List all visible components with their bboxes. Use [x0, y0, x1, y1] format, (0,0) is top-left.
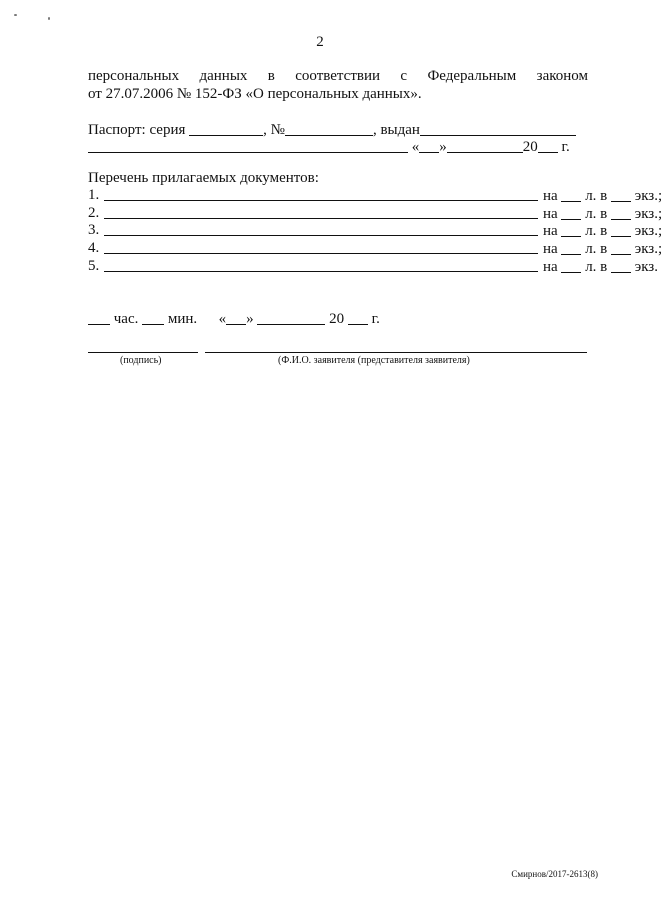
document-row — [88, 240, 662, 258]
document-row — [88, 205, 662, 223]
copies-label: экз.; — [634, 241, 662, 257]
month-field[interactable] — [257, 310, 325, 325]
row-number: 1. — [88, 187, 100, 203]
passport-number-label: , № — [263, 122, 285, 138]
document-name-field[interactable] — [104, 218, 538, 219]
on-label: на — [543, 223, 558, 239]
row-number: 3. — [88, 222, 100, 238]
document-name-field[interactable] — [104, 200, 538, 201]
row-tail — [543, 222, 662, 240]
row-tail — [543, 240, 662, 258]
sheets-label: л. в — [585, 223, 608, 239]
year-field[interactable] — [348, 310, 368, 325]
row-number: 5. — [88, 258, 100, 274]
passport-label: Паспорт: серия — [88, 122, 186, 138]
hours-label: час. — [113, 311, 139, 327]
word: данных — [199, 68, 248, 84]
sheets-label: л. в — [585, 188, 608, 204]
copies-field[interactable] — [611, 258, 631, 273]
word: персональных — [88, 68, 180, 84]
applicant-name-caption: (Ф.И.О. заявителя (представителя заявителя) — [278, 355, 470, 366]
paragraph-line-2: от 27.07.2006 № 152-ФЗ «О персональных данных». — [88, 86, 422, 102]
passport-line — [88, 121, 588, 139]
documents-heading: Перечень прилагаемых документов: — [88, 170, 319, 186]
passport-month-field[interactable] — [447, 138, 523, 153]
copies-field[interactable] — [611, 222, 631, 237]
passport-issued-label: , выдан — [372, 122, 420, 138]
passport-day-field[interactable] — [419, 138, 439, 153]
minutes-field[interactable] — [142, 310, 164, 325]
passport-year-field[interactable] — [538, 138, 558, 153]
quote-open: « — [411, 139, 420, 155]
scan-speck — [14, 14, 17, 16]
passport-line-2 — [88, 138, 588, 156]
year-suffix: г. — [371, 311, 380, 327]
on-label: на — [543, 188, 558, 204]
sheets-field[interactable] — [561, 222, 581, 237]
sheets-field[interactable] — [561, 240, 581, 255]
passport-number-field[interactable] — [285, 121, 373, 136]
on-label: на — [543, 241, 558, 257]
sheets-field[interactable] — [561, 187, 581, 202]
document-row — [88, 258, 658, 276]
minutes-label: мин. — [167, 311, 198, 327]
word: Федеральным — [427, 68, 517, 84]
datetime-line — [88, 310, 588, 328]
sheets-label: л. в — [585, 259, 608, 275]
passport-series-field[interactable] — [189, 121, 263, 136]
copies-field[interactable] — [611, 205, 631, 220]
document-name-field[interactable] — [104, 271, 538, 272]
document-row — [88, 222, 662, 240]
year-prefix: 20 — [329, 311, 345, 327]
quote-close: » — [439, 139, 447, 155]
paragraph-line-1 — [88, 67, 588, 85]
row-tail — [543, 258, 658, 276]
document-name-field[interactable] — [104, 253, 538, 254]
sheets-label: л. в — [585, 206, 608, 222]
copies-label: экз.; — [634, 223, 662, 239]
quote-close: » — [246, 311, 254, 327]
word: соответствии — [295, 68, 381, 84]
applicant-name-field[interactable] — [205, 352, 587, 353]
copies-label: экз.; — [634, 206, 662, 222]
document-row — [88, 187, 662, 205]
quote-open: « — [218, 311, 227, 327]
row-tail — [543, 205, 662, 223]
word: законом — [536, 68, 588, 84]
hours-field[interactable] — [88, 310, 110, 325]
footer-code: Смирнов/2017-2613(8) — [511, 869, 598, 879]
signature-caption: (подпись) — [120, 355, 162, 366]
copies-label: экз. — [634, 259, 658, 275]
copies-label: экз.; — [634, 188, 662, 204]
word: с — [400, 68, 408, 84]
consent-paragraph — [88, 67, 588, 103]
copies-field[interactable] — [611, 187, 631, 202]
on-label: на — [543, 206, 558, 222]
passport-issued-by-field[interactable] — [420, 121, 576, 136]
scan-speck — [48, 17, 50, 20]
sheets-field[interactable] — [561, 205, 581, 220]
year-prefix: 20 — [522, 139, 538, 155]
year-suffix: г. — [561, 139, 570, 155]
row-tail — [543, 187, 662, 205]
word: в — [267, 68, 275, 84]
sheets-field[interactable] — [561, 258, 581, 273]
passport-issuer-field[interactable] — [88, 138, 408, 153]
day-field[interactable] — [226, 310, 246, 325]
row-number: 4. — [88, 240, 100, 256]
page-number: 2 — [316, 34, 324, 50]
signature-field[interactable] — [88, 352, 198, 353]
sheets-label: л. в — [585, 241, 608, 257]
row-number: 2. — [88, 205, 100, 221]
copies-field[interactable] — [611, 240, 631, 255]
document-name-field[interactable] — [104, 235, 538, 236]
on-label: на — [543, 259, 558, 275]
